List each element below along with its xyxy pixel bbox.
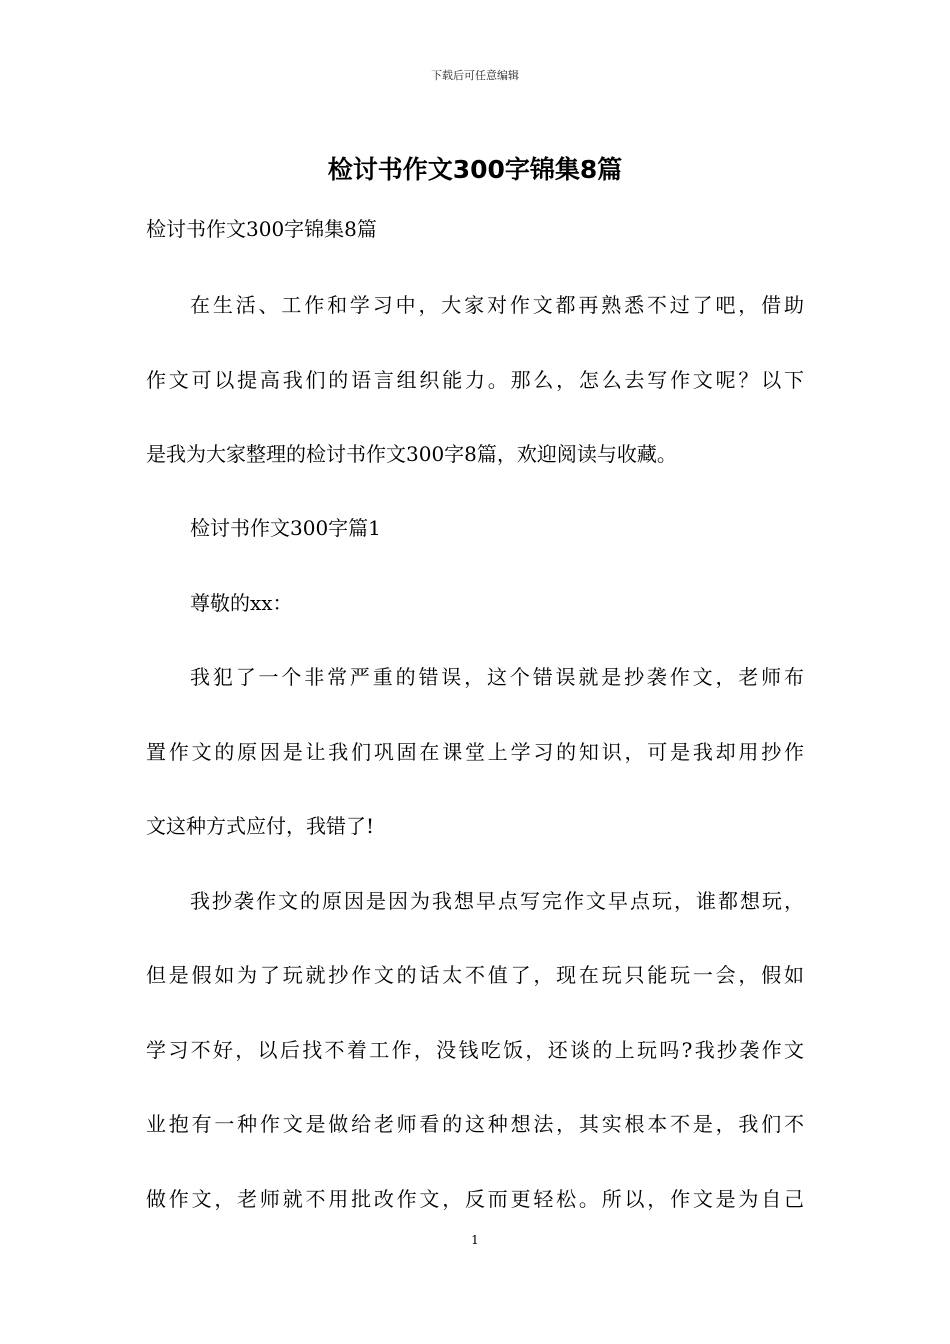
paragraph-line: 是我为大家整理的检讨书作文300字8篇，欢迎阅读与收藏。 [146,442,677,466]
section-heading: 检讨书作文300字篇1 [190,516,381,540]
paragraph-line: 业抱有一种作文是做给老师看的这种想法，其实根本不是，我们不 [146,1112,804,1136]
paragraph-line: 作文可以提高我们的语言组织能力。那么，怎么去写作文呢？以下 [146,368,804,392]
document-title: 检讨书作文300字锦集8篇 [327,155,623,184]
paragraph-line: 我抄袭作文的原因是因为我想早点写完作文早点玩，谁都想玩， [190,889,804,913]
paragraph-line: 但是假如为了玩就抄作文的话太不值了，现在玩只能玩一会，假如 [146,963,804,987]
paragraph-line: 做作文，老师就不用批改作文，反而更轻松。所以，作文是为自己 [146,1187,804,1211]
subtitle-line: 检讨书作文300字锦集8篇 [146,217,377,241]
paragraph-line: 文这种方式应付，我错了! [146,814,375,838]
salutation: 尊敬的xx： [190,591,293,615]
paragraph-line: 我犯了一个非常严重的错误，这个错误就是抄袭作文，老师布 [190,665,804,689]
page-number: 1 [471,1233,479,1247]
paragraph-line: 置作文的原因是让我们巩固在课堂上学习的知识，可是我却用抄作 [146,740,804,764]
paragraph-line: 学习不好，以后找不着工作，没钱吃饭，还谈的上玩吗?我抄袭作文 [146,1038,804,1062]
header-note: 下载后可任意编辑 [431,69,519,82]
paragraph-line: 在生活、工作和学习中，大家对作文都再熟悉不过了吧，借助 [190,293,804,317]
